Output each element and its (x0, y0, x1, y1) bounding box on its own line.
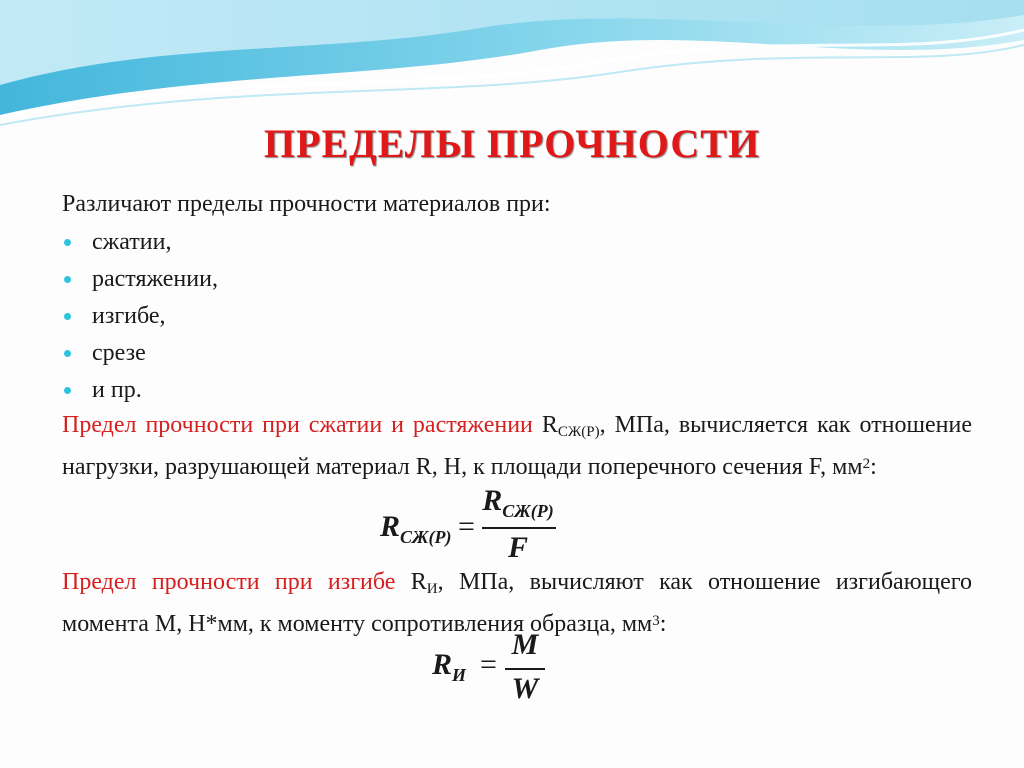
bullet-icon (64, 387, 71, 394)
fraction-bar (482, 527, 556, 529)
bullet-icon (64, 276, 71, 283)
definition-heading: Предел прочности при сжатии и растяжении (62, 412, 533, 438)
formula-numerator: M (511, 628, 539, 661)
bullet-list (62, 224, 972, 409)
bending-paragraph: Предел прочности при изгибе $R_И$, МПа, вычисляют как отношение изгибающего момента М, Н*мм, к моменту сопротивления образца, $мм^3$: (62, 569, 973, 637)
list-item: изгибе, (62, 298, 972, 335)
list-item: сжатии, (62, 224, 972, 261)
intro-text: Различают пределы прочности материалов при: (62, 191, 551, 217)
bullet-icon (64, 313, 71, 320)
symbol: R (541, 412, 558, 438)
bullet-icon (64, 239, 71, 246)
formula-denominator: W (511, 672, 539, 705)
bullet-icon (64, 350, 71, 357)
definition-text: , МПа, вычисляют как отношение изгибающего момента М, Н*мм, к моменту сопротивления образца, мм (62, 569, 973, 637)
formula-lhs: $R_{СЖ(Р)}$ (380, 510, 452, 547)
definition-text: , МПа, вычисляется как отношение нагрузки, разрушающей материал R, Н, к площади поперечного сечения F, мм (62, 412, 973, 480)
symbol-subscript: И (426, 581, 438, 597)
superscript: 2 (862, 456, 871, 472)
formula-denominator: F (507, 531, 528, 564)
formula-equals: = (458, 510, 475, 543)
list-item: и пр. (62, 372, 972, 409)
bending-section (62, 566, 972, 640)
slide-content (62, 188, 972, 483)
compression-tension-paragraph: Предел прочности при сжатии и растяжении $R_{СЖ(Р)}$, МПа, вычисляется как отношение нагрузки, разрушающей материал R, Н, к площади поперечного сечения F, $мм^2$: (62, 412, 973, 480)
wave-header-decoration (0, 0, 1024, 130)
list-item: растяжении, (62, 261, 972, 298)
symbol: R (410, 569, 427, 595)
formula-lhs: $R_И$ (432, 648, 467, 685)
list-item: срезе (62, 335, 972, 372)
slide-title: ПРЕДЕЛЫ ПРОЧНОСТИ (263, 121, 761, 166)
definition-heading: Предел прочности при изгибе (62, 569, 396, 595)
superscript: 3 (652, 613, 660, 629)
formula-numerator: $R_{СЖ(Р)}$ (482, 484, 554, 521)
formula-equals: = (480, 648, 497, 681)
symbol-subscript: СЖ(Р) (557, 424, 600, 440)
fraction-bar (505, 668, 545, 670)
